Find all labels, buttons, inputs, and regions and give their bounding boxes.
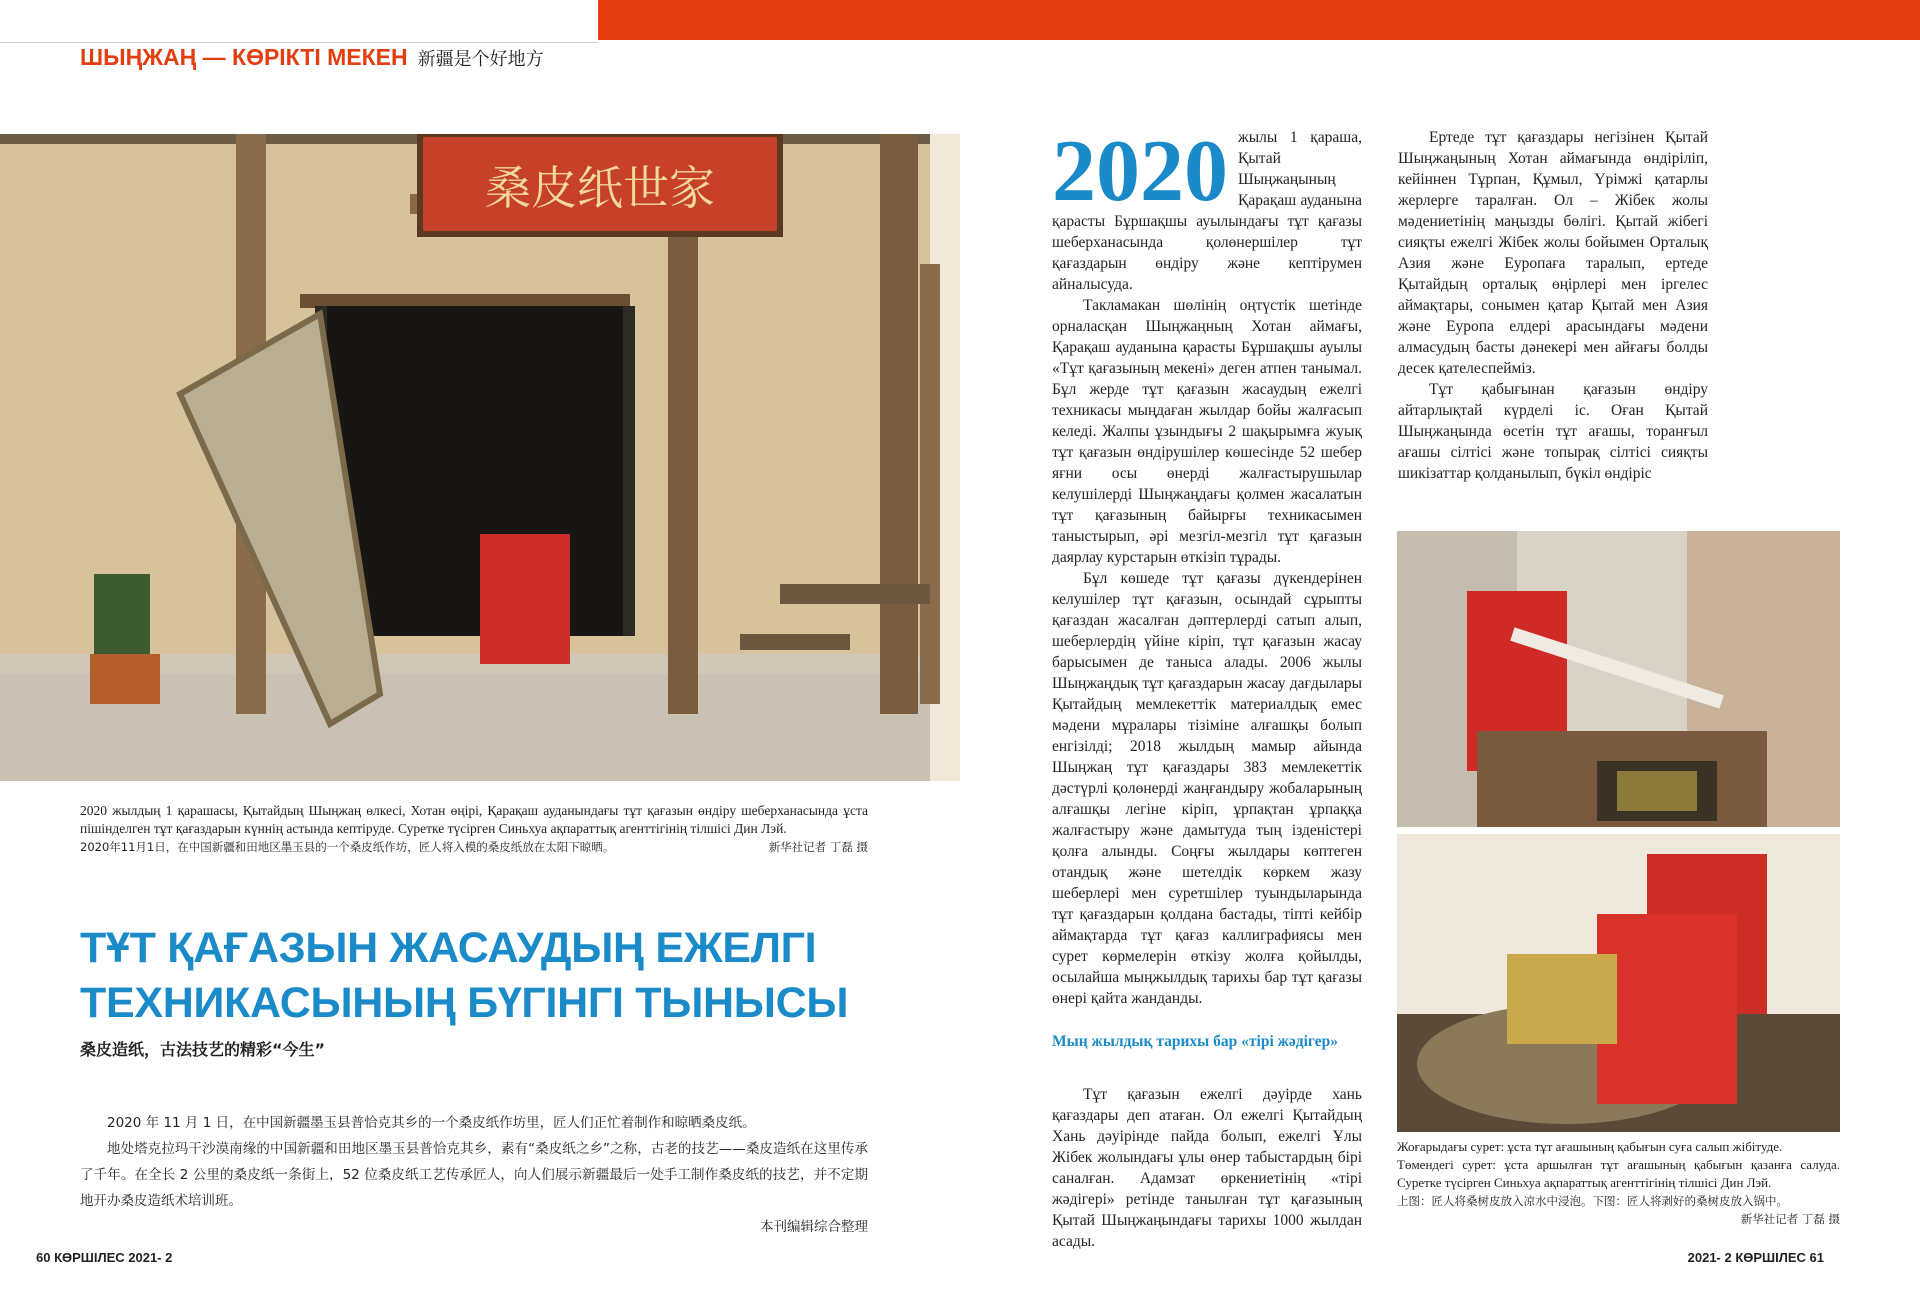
main-caption-credit: 新华社记者 丁磊 摄 [768, 840, 868, 854]
intro-cn [80, 1110, 868, 1240]
article-paragraph-6: Тұт қабығынан қағазын өндіру айтарлықтай күрделі іс. Оған Қытай Шыңжаңында өсетін тұт ағашы, торанғыл ағашы сілтісі және топырақ сілтісі сияқты шикізаттар қолданылып, бүкіл өндіріс [1398, 381, 1708, 482]
photo-soaking-bark [1397, 531, 1840, 827]
main-photo-caption [80, 802, 868, 856]
article-subtitle-cn: 桑皮造纸，古法技艺的精彩“今生” [80, 1040, 326, 1059]
section-title-kz: ШЫҢЖАҢ — КӨРІКТІ МЕКЕН [80, 44, 408, 70]
header-rule [0, 42, 598, 43]
main-photo [0, 134, 960, 781]
intro-cn-paragraph-1: 2020 年 11 月 1 日，在中国新疆墨玉县普恰克其乡的一个桑皮纸作坊里，匠人们正忙着制作和晾晒桑皮纸。 [107, 1115, 756, 1131]
main-caption-cn: 2020年11月1日，在中国新疆和田地区墨玉县的一个桑皮纸作坊，匠人将入模的桑皮纸放在太阳下晾晒。 [80, 840, 615, 854]
article-paragraph-3: Бұл көшеде тұт қағазы дүкендерінен келушілер тұт қағазын, осындай сұрыпты қағаздан жасалған дәптерлерді сатып алып, шеберлердің үйіне кіріп, тұт қағазын жасау барысымен де таныса алады. 2006 жылы Шыңжаңдық тұт қағаздарын жасау дағдылары Қытайдың мемлекеттік материалдық емес мәдени мұралары тізіміне алғашқы болып енгізілді; 2018 жылдың мамыр айында Шыңжаң тұт қағаздары 383 мемлекеттік дәстүрлі қолөнерді жаңғандыру жобаларының алғашқы легіне кіріп, ұрпақтан ұрпаққа жалғастыру және дамытуда тың ізденістері қолға алынды. Соңғы жылдары көптеген отандық және шетелдік көркем жазу шеберлері мен суретшілер туындыларында тұт қағаздарын қолдана бастады, тіпті кейбір аймақтарда тұт қағаз каллиграфиясы мен сурет көрмелерін өткізу жолға қойылды, осылайша мыңжылдық тарихы бар тұт қағазы өнері қайта жанданды. [1052, 570, 1362, 1007]
right-caption-cn: 上图：匠人将桑树皮放入凉水中浸泡。下图：匠人将剥好的桑树皮放入锅中。 [1397, 1194, 1788, 1208]
article-column-2 [1398, 127, 1708, 484]
intro-cn-paragraph-2: 地处塔克拉玛干沙漠南缘的中国新疆和田地区墨玉县普恰克其乡，素有“桑皮纸之乡”之称，古老的技艺——桑皮造纸在这里传承了千年。在全长 2 公里的桑皮纸一条街上，52 位桑皮纸工艺传承匠人，向人们展示新疆最后一处手工制作桑皮纸的技艺，并不定期地开办桑皮造纸术培训班。 [80, 1141, 868, 1209]
article-paragraph-2: Такламакан шөлінің оңтүстік шетінде орналасқан Шыңжаңның Хотан аймағы, Қарақаш ауданына қарасты Бұршақшы ауылы «Тұт қағазының мекені» деген атпен танымал. Бұл жерде тұт қағазын жасаудың ежелгі техникасы мыңдаған жылдар бойы жалғасып келеді. Жалпы ұзындығы 2 шақырымға жуық тұт қағазын өндірушілер көшесінде 52 шебер яғни осы өнерді жалғастырушылар келушілерді Шыңжаңдағы қолмен жасалатын тұт қағазының байырғы техникасымен таныстырып, әрі мезгіл-мезгіл тұт қағазын даярлау курстарын өткізіп тұрады. [1052, 297, 1362, 566]
right-caption-kz-top: Жоғарыдағы сурет: ұста тұт ағашының қабығын суға салып жібітуде. [1397, 1139, 1783, 1154]
main-caption-kz: 2020 жылдың 1 қарашасы, Қытайдың Шыңжаң өлкесі, Хотан өңірі, Қарақаш ауданындағы тұт қағазын өндіру шеберханасында ұста пішінделген тұт қағаздарын күннің астында кептіруде. Суретке түсірген Синьхуа ақпараттық агенттігінің тілшісі Дин Лэй. [80, 803, 868, 836]
section-title-cn: 新疆是个好地方 [417, 49, 544, 70]
article-title [80, 921, 860, 1031]
article-column-1 [1052, 123, 1362, 1252]
right-photos-caption [1397, 1138, 1840, 1228]
right-caption-kz-bottom: Төмендегі сурет: ұста аршылған тұт ағашының қабығын қазанға салуда. Суретке түсірген Синьхуа ақпараттық агенттігінің тілшісі Дин Лэй. [1397, 1157, 1840, 1190]
page-footer-right: 2021- 2 КӨРШІЛЕС 61 [1687, 1250, 1824, 1265]
right-caption-credit: 新华社记者 丁磊 摄 [1740, 1212, 1840, 1226]
page-footer-left: 60 КӨРШІЛЕС 2021- 2 [36, 1250, 173, 1265]
main-caption-cn-row [80, 838, 868, 856]
header-orange-bar [598, 0, 1920, 40]
article-dropcap: 2020 [1052, 123, 1228, 220]
article-title-line2: ТЕХНИКАСЫНЫҢ БҮГІНГІ ТЫНЫСЫ [80, 979, 849, 1027]
workshop-sign-text: 桑皮纸世家 [485, 161, 715, 215]
article-paragraph-1: жылы 1 қараша, Қытай Шыңжаңының Қарақаш ауданына қарасты Бұршақшы ауылындағы тұт қағазы шеберханасында қолөнершілер тұт қағаздарын өндіру және кептірумен айналысуда. [1052, 129, 1362, 293]
photo-placing-bark-in-pot [1397, 834, 1840, 1132]
article-paragraph-5: Ертеде тұт қағаздары негізінен Қытай Шыңжаңының Хотан аймағында өндіріліп, кейіннен Тұрпан, Құмыл, Үрімжі қатарлы жерлерге таралған. Ол – Жібек жолы мәдениетінің маңызды бөлігі. Қытай жібегі сияқты ежелгі Жібек жолы бойымен Орталық Азия және Еуропаға таралып, ертеде Қытайдың орталық өңірлері мен іргелес аймақтары, сонымен қатар Қытай мен Азия және Еуропа елдері арасындағы мәдени алмасудың басты дәнекері мен айғағы болды десек қателеспейміз. [1398, 129, 1708, 377]
intro-cn-credit: 本刊编辑综合整理 [760, 1219, 868, 1235]
article-title-line1: ТҰТ ҚАҒАЗЫН ЖАСАУДЫҢ ЕЖЕЛГІ [80, 924, 817, 972]
section-header [80, 44, 544, 80]
article-section-heading: Мың жылдық тарихы бар «тірі жәдігер» [1052, 1033, 1338, 1050]
article-paragraph-4: Тұт қағазын ежелгі дәуірде хань қағаздары деп атаған. Ол ежелгі Қытайдың Хань дәуірінде пайда болып, ежелгі Ұлы Жібек жолындағы ұлы өнер табыстардың бірі саналған. Адамзат өркениетінің «тірі жәдігері» ретінде танылған тұт қағазының Қытай Шыңжаңындағы тарихы 1000 жылдан асады. [1052, 1086, 1362, 1250]
